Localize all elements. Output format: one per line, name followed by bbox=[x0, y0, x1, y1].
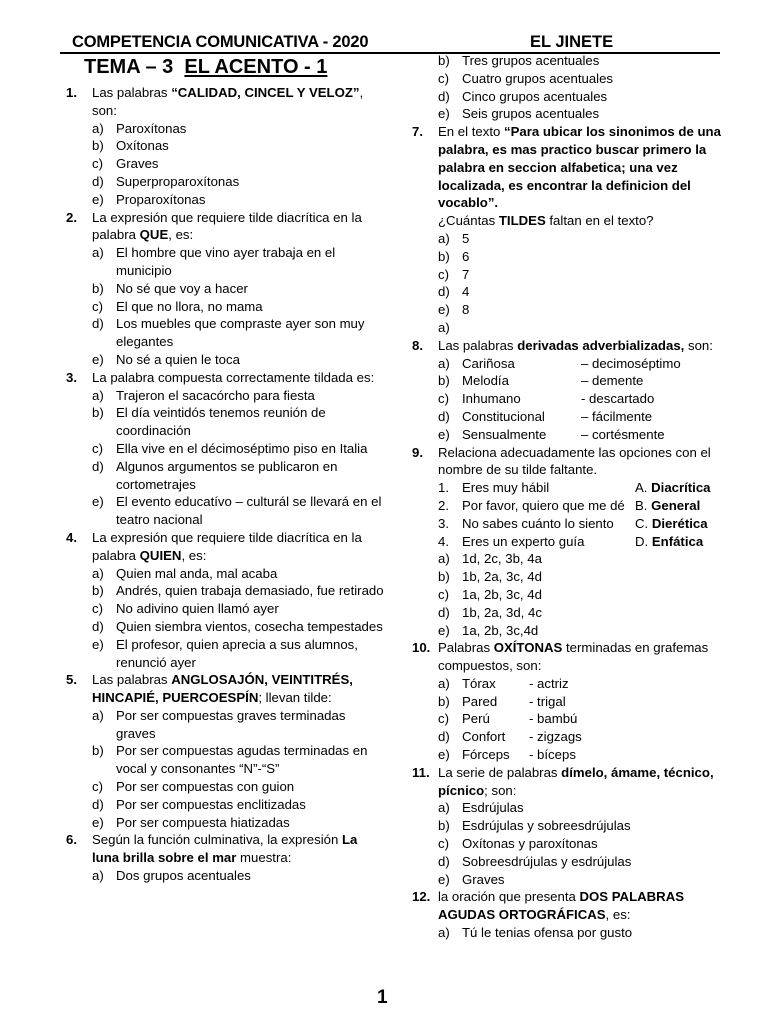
option-letter: a) bbox=[92, 387, 104, 403]
option-letter: d) bbox=[438, 729, 450, 745]
option-text: 1b, 2a, 3c, 4d bbox=[462, 569, 542, 585]
question-text-end: ; son: bbox=[484, 782, 517, 798]
option[interactable] bbox=[66, 707, 384, 743]
option[interactable] bbox=[412, 728, 732, 746]
option[interactable] bbox=[412, 266, 732, 284]
option-letter: b) bbox=[92, 743, 104, 759]
option-text: Tú le tenias ofensa por gusto bbox=[462, 925, 633, 941]
option-word-1: Melodía bbox=[462, 373, 509, 389]
option-letter: c) bbox=[438, 836, 449, 852]
option-text: 1b, 2a, 3d, 4c bbox=[462, 604, 542, 620]
option-letter: b) bbox=[438, 53, 450, 68]
question-emphasis: QUIEN bbox=[139, 547, 182, 563]
option-text: Por ser compuesta hiatizadas bbox=[116, 814, 290, 830]
option-text: 8 bbox=[462, 302, 470, 318]
option-letter: a) bbox=[438, 230, 450, 246]
option-text: 1a, 2b, 3c, 4d bbox=[462, 586, 542, 602]
question-emphasis: ANGLOSAJÓN, VEINTITRÉS, HINCAPIÉ, PUERCOESPÍN bbox=[92, 672, 353, 706]
item-key-label: Enfática bbox=[651, 533, 704, 549]
option-letter: d) bbox=[438, 604, 450, 620]
question-9 bbox=[412, 444, 732, 480]
option-word-1: Confort bbox=[462, 729, 506, 745]
item-number: 2. bbox=[438, 497, 449, 513]
option-text: Proparoxítonas bbox=[116, 191, 206, 207]
option[interactable] bbox=[412, 710, 732, 728]
option-text: Sobreesdrújulas y esdrújulas bbox=[462, 853, 632, 869]
option-text: 4 bbox=[462, 284, 470, 300]
option[interactable] bbox=[412, 604, 732, 622]
question-number: 9. bbox=[412, 444, 423, 460]
question-number: 12. bbox=[412, 889, 431, 905]
option[interactable] bbox=[412, 52, 732, 70]
option-text: El día veintidós tenemos reunión de coordinación bbox=[116, 405, 326, 439]
option-text: Andrés, quien trabaja demasiado, fue retirado bbox=[116, 583, 384, 599]
question-4 bbox=[66, 529, 384, 565]
question-1 bbox=[66, 84, 384, 120]
option-word-1: Tórax bbox=[462, 675, 496, 691]
option[interactable] bbox=[66, 618, 384, 636]
option-text: Los muebles que compraste ayer son muy elegantes bbox=[116, 316, 365, 350]
option-letter: e) bbox=[438, 747, 450, 763]
option-letter: a) bbox=[438, 800, 450, 816]
option[interactable] bbox=[412, 70, 732, 88]
option-letter: c) bbox=[438, 586, 449, 602]
option-letter: e) bbox=[92, 351, 104, 367]
page-title bbox=[84, 56, 327, 79]
question-7 bbox=[412, 123, 732, 230]
option-letter: e) bbox=[92, 191, 104, 207]
option[interactable] bbox=[66, 315, 384, 351]
option[interactable] bbox=[412, 835, 732, 853]
option-letter: c) bbox=[92, 601, 103, 617]
question-emphasis: derivadas adverbializadas, bbox=[517, 337, 685, 353]
item-key-label: Diacrítica bbox=[651, 480, 711, 496]
option-text: Cinco grupos acentuales bbox=[462, 88, 608, 104]
option[interactable] bbox=[412, 283, 732, 301]
option[interactable] bbox=[412, 675, 732, 693]
question-text: la oración que presenta bbox=[438, 889, 580, 905]
option-letter: c) bbox=[92, 440, 103, 456]
option[interactable] bbox=[412, 355, 732, 373]
option[interactable] bbox=[412, 871, 732, 889]
question-11 bbox=[412, 764, 732, 800]
option[interactable] bbox=[412, 319, 732, 337]
option-word-2: - actriz bbox=[529, 675, 569, 691]
option-letter: e) bbox=[438, 622, 450, 638]
match-item bbox=[412, 533, 732, 551]
right-column bbox=[412, 52, 732, 942]
option-word-1: Fórceps bbox=[462, 747, 510, 763]
option-text: No sé a quien le toca bbox=[116, 351, 240, 367]
option-letter: d) bbox=[92, 316, 104, 332]
question-emphasis: La luna brilla sobre el mar bbox=[92, 832, 358, 866]
option-letter: d) bbox=[438, 284, 450, 300]
page-number: 1 bbox=[377, 987, 388, 1008]
question-text-end: muestra: bbox=[236, 850, 292, 866]
option-word-2: - bambú bbox=[529, 711, 578, 727]
option-text: Seis grupos acentuales bbox=[462, 106, 600, 122]
item-key-label: Dierética bbox=[651, 515, 708, 531]
option[interactable] bbox=[412, 853, 732, 871]
option[interactable] bbox=[412, 693, 732, 711]
option[interactable] bbox=[66, 244, 384, 280]
question-12 bbox=[412, 888, 732, 924]
option-letter: b) bbox=[438, 693, 450, 709]
question-text-end: , es: bbox=[181, 547, 207, 563]
question-number: 5. bbox=[66, 672, 77, 688]
question-text: Palabras bbox=[438, 640, 494, 656]
option-letter: c) bbox=[438, 266, 449, 282]
option-text: Esdrújulas bbox=[462, 800, 524, 816]
option-letter: d) bbox=[438, 853, 450, 869]
option-word-1: Constitucional bbox=[462, 408, 545, 424]
option-word-2: – fácilmente bbox=[581, 408, 653, 424]
option-letter: c) bbox=[92, 779, 103, 795]
option-text: Graves bbox=[462, 871, 505, 887]
question-text-end: terminadas en grafemas compuestos, son: bbox=[438, 640, 709, 674]
option-letter: a) bbox=[438, 551, 450, 567]
option[interactable] bbox=[412, 301, 732, 319]
question-text-end: , son: bbox=[92, 85, 364, 118]
option-word-1: Pared bbox=[462, 693, 498, 709]
option[interactable] bbox=[66, 600, 384, 618]
option[interactable] bbox=[66, 404, 384, 440]
question-text-end: ; llevan tilde: bbox=[258, 690, 332, 706]
option-word-2: - zigzags bbox=[529, 729, 582, 745]
question-number: 10. bbox=[412, 640, 431, 656]
option[interactable] bbox=[66, 582, 384, 600]
option-letter: b) bbox=[92, 138, 104, 154]
option-letter: c) bbox=[438, 391, 449, 407]
option-word-1: Inhumano bbox=[462, 391, 521, 407]
question-number: 7. bbox=[412, 124, 423, 140]
option-letter: c) bbox=[92, 298, 103, 314]
option-text: Por ser compuestas graves terminadas graves bbox=[116, 707, 346, 741]
option[interactable] bbox=[66, 565, 384, 583]
option[interactable] bbox=[412, 88, 732, 106]
item-number: 1. bbox=[438, 480, 449, 496]
item-number: 3. bbox=[438, 515, 449, 531]
title-prefix: TEMA – 3 bbox=[84, 56, 174, 78]
option-word-1: Sensualmente bbox=[462, 426, 547, 442]
option-text: Cuatro grupos acentuales bbox=[462, 70, 614, 86]
question-prompt-end: faltan en el texto? bbox=[545, 213, 654, 229]
option-text: Dos grupos acentuales bbox=[116, 868, 251, 884]
option-word-2: – decimoséptimo bbox=[581, 355, 681, 371]
option-letter: a) bbox=[438, 675, 450, 691]
option-text: El que no llora, no mama bbox=[116, 298, 263, 314]
option[interactable] bbox=[66, 351, 384, 369]
header-subject: COMPETENCIA COMUNICATIVA - 2020 bbox=[72, 33, 369, 51]
question-text-end: , es: bbox=[605, 907, 631, 923]
option-word-1: Perú bbox=[462, 711, 490, 727]
option[interactable] bbox=[412, 426, 732, 444]
title-main: EL ACENTO - 1 bbox=[184, 56, 328, 78]
question-text: Las palabras bbox=[438, 337, 518, 353]
question-text: Las palabras bbox=[92, 85, 172, 100]
question-text-end: son: bbox=[684, 337, 713, 353]
option-text: No sé que voy a hacer bbox=[116, 280, 248, 296]
question-text: Según la función culminativa, la expresión bbox=[92, 832, 342, 848]
item-text: No sabes cuánto lo siento bbox=[462, 515, 614, 531]
question-emphasis: OXÍTONAS bbox=[493, 640, 563, 656]
option[interactable] bbox=[66, 814, 384, 832]
question-emphasis: QUE bbox=[139, 227, 169, 243]
question-emphasis: “Para ubicar los sinonimos de una palabra, es mas practico buscar primero la palabra en seccion alfabetica; una vez localizada, es encontrar la definicion del vocablo”. bbox=[438, 124, 721, 211]
option[interactable] bbox=[66, 493, 384, 529]
option[interactable] bbox=[66, 155, 384, 173]
question-8 bbox=[412, 337, 732, 355]
option[interactable] bbox=[412, 568, 732, 586]
question-text: La serie de palabras bbox=[438, 764, 562, 780]
item-key: A. bbox=[635, 480, 652, 496]
option-letter: e) bbox=[438, 426, 450, 442]
option-letter: a) bbox=[92, 245, 104, 261]
option-text: El hombre que vino ayer trabaja en el municipio bbox=[116, 245, 336, 278]
question-text-end: , es: bbox=[168, 227, 194, 243]
option-text: Trajeron el sacacórcho para fiesta bbox=[116, 387, 315, 403]
option[interactable] bbox=[412, 408, 732, 426]
option-text: El evento educatívo – culturál se llevará en el teatro nacional bbox=[116, 494, 382, 528]
option-text: Quien siembra vientos, cosecha tempestades bbox=[116, 618, 383, 634]
option-text: Oxítonas y paroxítonas bbox=[462, 836, 598, 852]
option-letter: b) bbox=[92, 280, 104, 296]
item-text: Eres un experto guía bbox=[462, 533, 585, 549]
option[interactable] bbox=[66, 867, 384, 885]
option-letter: b) bbox=[438, 373, 450, 389]
option[interactable] bbox=[66, 191, 384, 209]
item-key: D. bbox=[635, 533, 652, 549]
item-key: C. bbox=[635, 515, 652, 531]
option-word-2: - trigal bbox=[529, 693, 566, 709]
option-text: 6 bbox=[462, 248, 470, 264]
option-text: El profesor, quien aprecia a sus alumnos, renunció ayer bbox=[116, 636, 358, 670]
option-letter: c) bbox=[92, 156, 103, 172]
option-text: 1a, 2b, 3c,4d bbox=[462, 622, 539, 638]
option[interactable] bbox=[412, 550, 732, 568]
option[interactable] bbox=[412, 105, 732, 123]
question-emphasis: DOS PALABRAS AGUDAS ORTOGRÁFICAS bbox=[438, 889, 685, 923]
question-emphasis: dímelo, ámame, técnico, pícnico bbox=[438, 764, 714, 798]
question-3 bbox=[66, 369, 384, 387]
option-letter: e) bbox=[438, 106, 450, 122]
option-letter: a) bbox=[438, 925, 450, 941]
option-letter: d) bbox=[92, 458, 104, 474]
option[interactable] bbox=[412, 248, 732, 266]
option-text: 7 bbox=[462, 266, 470, 282]
option-letter: c) bbox=[438, 70, 449, 86]
option[interactable] bbox=[66, 458, 384, 494]
question-6 bbox=[66, 831, 384, 867]
option[interactable] bbox=[412, 390, 732, 408]
option-word-2: – cortésmente bbox=[581, 426, 665, 442]
item-text: Eres muy hábil bbox=[462, 480, 550, 496]
option[interactable] bbox=[66, 778, 384, 796]
option-text: No adivino quien llamó ayer bbox=[116, 601, 279, 617]
question-5 bbox=[66, 671, 384, 707]
option[interactable] bbox=[66, 636, 384, 672]
option[interactable] bbox=[412, 746, 732, 764]
option[interactable] bbox=[66, 796, 384, 814]
option-text: 1d, 2c, 3b, 4a bbox=[462, 551, 542, 567]
question-text: Relaciona adecuadamente las opciones con el nombre de su tilde faltante. bbox=[438, 444, 711, 478]
option-letter: b) bbox=[438, 248, 450, 264]
match-item bbox=[412, 515, 732, 533]
option-letter: a) bbox=[92, 868, 104, 884]
header-brand: EL JINETE bbox=[530, 33, 614, 51]
option[interactable] bbox=[66, 298, 384, 316]
question-number: 8. bbox=[412, 337, 423, 353]
option[interactable] bbox=[412, 230, 732, 248]
match-item bbox=[412, 497, 732, 515]
option-word-2: - descartado bbox=[581, 391, 655, 407]
option-letter: a) bbox=[92, 120, 104, 136]
option[interactable] bbox=[66, 440, 384, 458]
option-letter: e) bbox=[92, 494, 104, 510]
question-10 bbox=[412, 639, 732, 675]
question-number: 6. bbox=[66, 832, 77, 848]
question-number: 1. bbox=[66, 85, 77, 100]
question-text: La expresión que requiere tilde diacrítica en la palabra bbox=[92, 209, 362, 243]
question-emphasis: “CALIDAD, CINCEL Y VELOZ” bbox=[171, 85, 360, 100]
option[interactable] bbox=[412, 817, 732, 835]
option[interactable] bbox=[412, 924, 732, 942]
option-letter: a) bbox=[92, 707, 104, 723]
option-letter: e) bbox=[92, 636, 104, 652]
option-letter: e) bbox=[92, 814, 104, 830]
option-letter: c) bbox=[438, 711, 449, 727]
item-number: 4. bbox=[438, 533, 449, 549]
option[interactable] bbox=[412, 586, 732, 604]
option[interactable] bbox=[66, 173, 384, 191]
option-text: Ella vive en el décimoséptimo piso en Italia bbox=[116, 440, 368, 456]
option-letter: e) bbox=[438, 871, 450, 887]
question-number: 4. bbox=[66, 529, 77, 545]
option-text: Quien mal anda, mal acaba bbox=[116, 565, 278, 581]
option-word-2: – demente bbox=[581, 373, 644, 389]
question-2 bbox=[66, 209, 384, 245]
option-text: Graves bbox=[116, 156, 159, 172]
question-prompt: ¿Cuántas bbox=[438, 213, 499, 229]
option-letter: a) bbox=[92, 565, 104, 581]
option-text: Oxítonas bbox=[116, 138, 169, 154]
option-letter: d) bbox=[438, 88, 450, 104]
option[interactable] bbox=[66, 280, 384, 298]
option-letter: b) bbox=[92, 583, 104, 599]
option-text: Por ser compuestas agudas terminadas en vocal y consonantes “N”-“S” bbox=[116, 743, 368, 777]
option-text: Algunos argumentos se publicaron en cortometrajes bbox=[116, 458, 338, 492]
question-text: La expresión que requiere tilde diacrítica en la palabra bbox=[92, 529, 362, 563]
option[interactable] bbox=[66, 742, 384, 778]
option-text: Por ser compuestas enclitizadas bbox=[116, 796, 306, 812]
option[interactable] bbox=[412, 372, 732, 390]
option-word-2: - bíceps bbox=[529, 747, 576, 763]
option-text: Paroxítonas bbox=[116, 120, 187, 136]
option[interactable] bbox=[412, 622, 732, 640]
question-number: 2. bbox=[66, 209, 77, 225]
option-letter: d) bbox=[438, 408, 450, 424]
option[interactable] bbox=[66, 137, 384, 155]
question-text: La palabra compuesta correctamente tildada es: bbox=[92, 369, 375, 385]
left-column bbox=[66, 84, 384, 885]
option-letter: e) bbox=[438, 302, 450, 318]
option-text: Por ser compuestas con guion bbox=[116, 779, 295, 795]
option-letter: d) bbox=[92, 173, 104, 189]
option[interactable] bbox=[66, 120, 384, 138]
option-text: Esdrújulas y sobreesdrújulas bbox=[462, 818, 631, 834]
option-text: Superproparoxítonas bbox=[116, 173, 240, 189]
option-letter: b) bbox=[92, 405, 104, 421]
item-key: B. bbox=[635, 497, 652, 513]
option-letter: d) bbox=[92, 618, 104, 634]
question-number: 11. bbox=[412, 764, 430, 780]
question-number: 3. bbox=[66, 369, 77, 385]
item-text: Por favor, quiero que me dé bbox=[462, 497, 625, 513]
option-letter: b) bbox=[438, 818, 450, 834]
option-letter: a) bbox=[438, 319, 450, 335]
option-word-1: Cariñosa bbox=[462, 355, 515, 371]
question-text: Las palabras bbox=[92, 672, 172, 688]
question-prompt-emphasis: TILDES bbox=[498, 213, 546, 229]
item-key-label: General bbox=[651, 497, 701, 513]
option-letter: d) bbox=[92, 796, 104, 812]
option-letter: a) bbox=[438, 355, 450, 371]
option-letter: b) bbox=[438, 569, 450, 585]
match-item bbox=[412, 479, 732, 497]
option-text: Tres grupos acentuales bbox=[462, 53, 600, 68]
question-text: En el texto bbox=[438, 124, 504, 140]
option-text: 5 bbox=[462, 230, 470, 246]
option[interactable] bbox=[66, 387, 384, 405]
option[interactable] bbox=[412, 799, 732, 817]
